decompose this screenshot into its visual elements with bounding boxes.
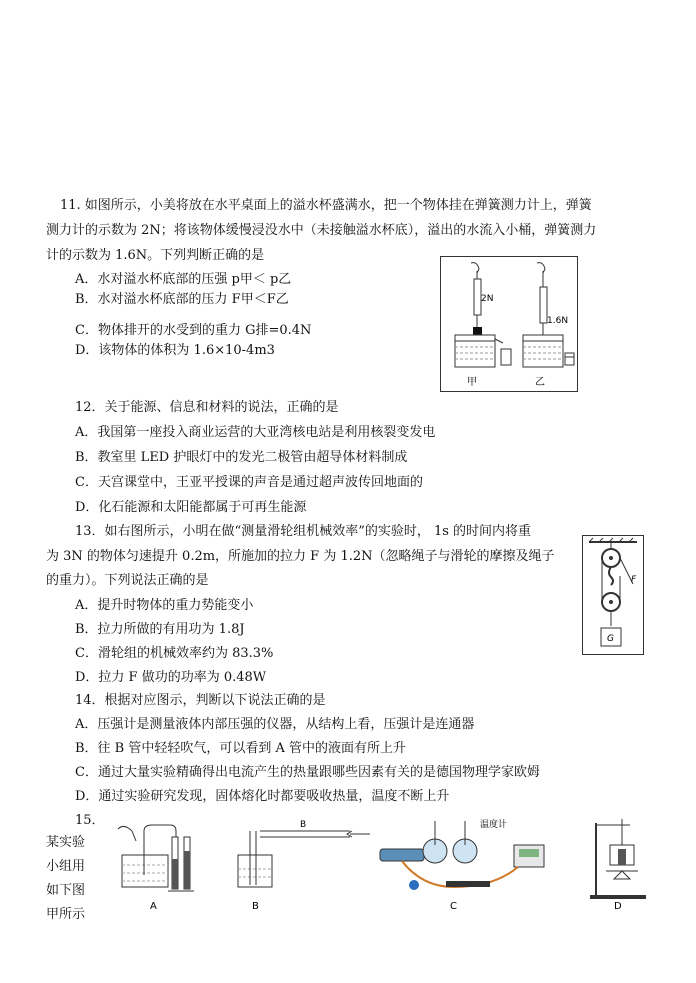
q14-stem: 14．根据对应图示，判断以下说法正确的是: [75, 693, 326, 708]
q13-option-a: A．提升时物体的重力势能变小: [75, 598, 254, 613]
q11-option-d: D．该物体的体积为 1.6×10-4m3: [75, 343, 275, 358]
figure-c-heat-circuit: [380, 818, 544, 912]
q13-weight-label: G: [607, 634, 614, 644]
figure-c-label: C: [450, 901, 457, 912]
q11-reading-left: 2N: [481, 294, 494, 304]
q15-stem-line-3: 如下图: [46, 883, 86, 898]
q11-reading-right: 1.6N: [547, 316, 569, 326]
q13-figure: [582, 535, 644, 655]
q13-stem-line-1: 13．如右图所示，小明在做“测量滑轮组机械效率”的实验时， 1s 的时间内将重: [75, 524, 532, 539]
q11-stem-line-3: 计的示数为 1.6N。下列判断正确的是: [46, 248, 265, 263]
figure-b-blow-tube: [238, 820, 370, 912]
q11-stem-line-2: 测力计的示数为 2N；将该物体缓慢浸没水中（未接触溢水杯底），溢出的水流入小桶，弹簧测力: [46, 223, 597, 238]
figure-d-melting-stand: [590, 819, 646, 912]
q13-stem-line-3: 的重力）。下列说法正确的是: [46, 573, 209, 588]
q13-stem-line-2: 为 3N 的物体匀速提升 0.2m，所施加的拉力 F 为 1.2N（忽略绳子与滑轮的摩擦及绳子: [46, 549, 555, 564]
pulley-diagram: [583, 536, 643, 654]
overflow-cup-diagram: [441, 257, 577, 391]
q15-number: 15．: [75, 813, 105, 828]
q13-force-label: F: [631, 575, 637, 585]
q14-option-d: D．通过实验研究发现，固体熔化时都要吸收热量，温度不断上升: [75, 789, 450, 804]
q13-option-c: C．滑轮组的机械效率约为 83.3%: [75, 646, 274, 661]
q15-stem-line-4: 甲所示: [46, 907, 86, 922]
q14-option-c: C．通过大量实验精确得出电流产生的热量跟哪些因素有关的是德国物理学家欧姆: [75, 765, 540, 780]
q15-stem-line-2: 小组用: [46, 859, 86, 874]
figure-d-label: D: [614, 901, 622, 912]
figure-a-pressure-gauge: [118, 825, 194, 912]
figure-c-thermo-label: 温度计: [480, 820, 508, 830]
q14-option-b: B．往 B 管中轻轻吹气，可以看到 A 管中的液面有所上升: [75, 741, 407, 756]
q13-option-d: D．拉力 F 做功的功率为 0.48W: [75, 670, 267, 685]
q11-option-b: B．水对溢水杯底部的压力 F甲＜F乙: [75, 292, 289, 307]
q12-option-d: D．化石能源和太阳能都属于可再生能源: [75, 500, 307, 515]
q11-label-left: 甲: [467, 377, 477, 388]
q11-stem-line-1: 11. 如图所示，小美将放在水平桌面上的溢水杯盛满水，把一个物体挂在弹簧测力计上，弹簧: [60, 198, 592, 213]
q12-stem: 12．关于能源、信息和材料的说法，正确的是: [75, 400, 339, 415]
q12-option-a: A．我国第一座投入商业运营的大亚湾核电站是利用核裂变发电: [75, 425, 436, 440]
figure-a-label: A: [150, 901, 157, 912]
q13-option-b: B．拉力所做的有用功为 1.8J: [75, 622, 245, 637]
q14-figure-strip: [110, 815, 670, 915]
q11-label-right: 乙: [535, 377, 545, 388]
q12-option-c: C．天宫课堂中，王亚平授课的声音是通过超声波传回地面的: [75, 475, 423, 490]
q15-stem-line-1: 某实验: [46, 835, 86, 850]
figure-b-tube-label: B: [300, 820, 307, 830]
q14-option-a: A．压强计是测量液体内部压强的仪器，从结构上看，压强计是连通器: [75, 717, 475, 732]
q11-option-a: A．水对溢水杯底部的压强 p甲＜ p乙: [75, 272, 292, 287]
q12-option-b: B．教室里 LED 护眼灯中的发光二极管由超导体材料制成: [75, 450, 408, 465]
q11-figure: [440, 256, 578, 392]
q11-option-c: C．物体排开的水受到的重力 G排=0.4N: [75, 323, 312, 338]
figure-b-label: B: [252, 901, 259, 912]
